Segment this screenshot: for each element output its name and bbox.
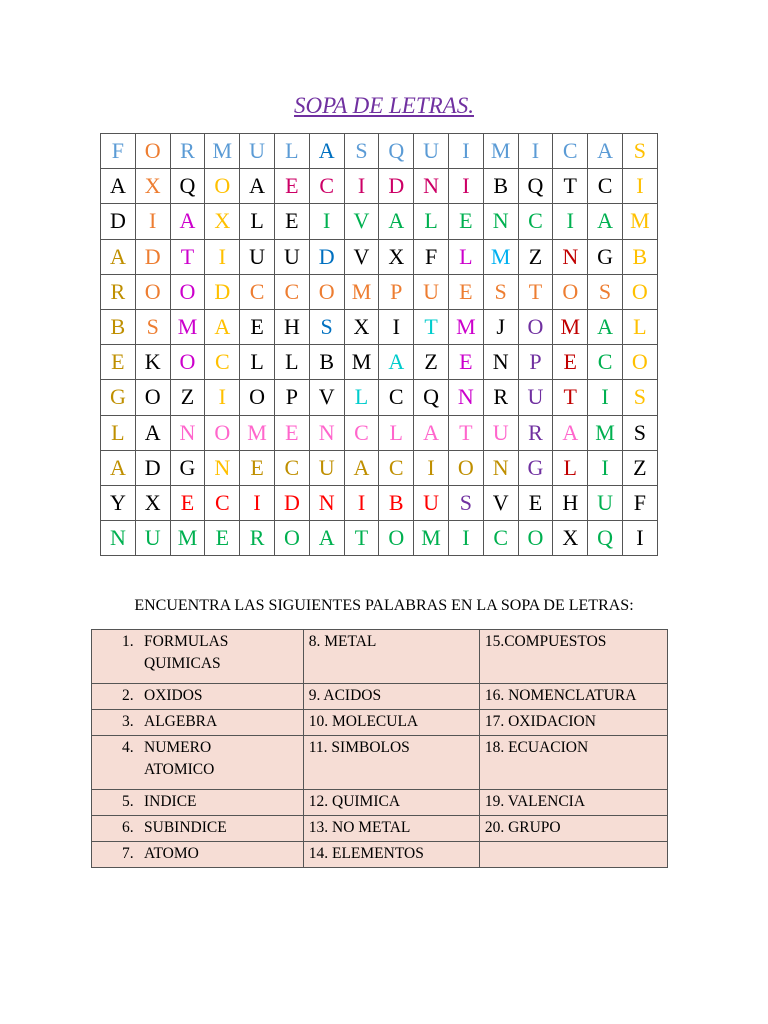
grid-cell: I [344, 169, 379, 204]
grid-cell: Z [414, 345, 449, 380]
grid-cell: L [274, 134, 309, 169]
grid-cell: N [448, 380, 483, 415]
grid-cell: I [448, 521, 483, 556]
grid-cell: A [379, 345, 414, 380]
grid-cell: U [135, 521, 170, 556]
grid-cell: G [588, 239, 623, 274]
grid-cell: C [588, 345, 623, 380]
grid-cell: O [553, 274, 588, 309]
grid-cell: L [344, 380, 379, 415]
grid-cell: F [101, 134, 136, 169]
word-list-row [92, 842, 668, 868]
grid-cell: E [274, 169, 309, 204]
grid-cell: L [448, 239, 483, 274]
word-number: 6. [122, 819, 134, 836]
grid-cell: M [170, 309, 205, 344]
grid-row [101, 450, 658, 485]
grid-cell: S [135, 309, 170, 344]
word-list-row [92, 816, 668, 842]
grid-cell: E [448, 204, 483, 239]
word-list-row [92, 710, 668, 736]
grid-cell: L [553, 450, 588, 485]
grid-cell: O [170, 345, 205, 380]
grid-cell: C [344, 415, 379, 450]
grid-cell: E [240, 450, 275, 485]
grid-row [101, 521, 658, 556]
grid-cell: Q [518, 169, 553, 204]
grid-cell: B [622, 239, 657, 274]
grid-row [101, 204, 658, 239]
grid-cell: D [135, 239, 170, 274]
grid-cell: A [309, 521, 344, 556]
grid-cell: D [135, 450, 170, 485]
grid-cell: U [588, 485, 623, 520]
grid-cell: A [414, 415, 449, 450]
grid-cell: S [483, 274, 518, 309]
grid-cell: M [240, 415, 275, 450]
grid-cell: I [344, 485, 379, 520]
word-list-cell [92, 790, 304, 816]
grid-cell: T [518, 274, 553, 309]
grid-cell: S [588, 274, 623, 309]
grid-row [101, 169, 658, 204]
grid-cell: C [483, 521, 518, 556]
grid-row [101, 345, 658, 380]
grid-cell: I [240, 485, 275, 520]
grid-cell: A [309, 134, 344, 169]
grid-cell: N [483, 450, 518, 485]
grid-row [101, 309, 658, 344]
grid-cell: T [553, 169, 588, 204]
grid-cell: S [309, 309, 344, 344]
grid-cell: O [518, 521, 553, 556]
word-text: OXIDOS [144, 687, 203, 704]
grid-cell: O [135, 380, 170, 415]
grid-cell: D [205, 274, 240, 309]
grid-cell: S [622, 415, 657, 450]
grid-cell: L [274, 345, 309, 380]
grid-cell: V [483, 485, 518, 520]
grid-row [101, 380, 658, 415]
grid-cell: I [553, 204, 588, 239]
word-list-row [92, 790, 668, 816]
grid-cell: A [101, 450, 136, 485]
grid-cell: V [344, 204, 379, 239]
grid-cell: Q [379, 134, 414, 169]
grid-cell: M [414, 521, 449, 556]
grid-cell: A [101, 169, 136, 204]
grid-cell: J [483, 309, 518, 344]
grid-cell: I [309, 204, 344, 239]
grid-cell: O [135, 274, 170, 309]
grid-cell: E [101, 345, 136, 380]
page-title: SOPA DE LETRAS. [294, 93, 474, 118]
grid-cell: H [274, 309, 309, 344]
grid-row [101, 239, 658, 274]
grid-cell: V [344, 239, 379, 274]
grid-cell: O [205, 415, 240, 450]
grid-cell: U [483, 415, 518, 450]
grid-cell: Q [414, 380, 449, 415]
grid-cell: M [588, 415, 623, 450]
grid-cell: C [518, 204, 553, 239]
grid-cell: X [553, 521, 588, 556]
grid-cell: N [483, 204, 518, 239]
word-list-cell: 13. NO METAL [303, 816, 479, 842]
grid-cell: U [518, 380, 553, 415]
grid-cell: M [483, 239, 518, 274]
grid-cell: U [414, 485, 449, 520]
word-number: 1. [122, 633, 134, 650]
grid-cell: D [379, 169, 414, 204]
grid-cell: E [274, 204, 309, 239]
grid-cell: H [553, 485, 588, 520]
grid-cell: A [170, 204, 205, 239]
grid-cell: M [553, 309, 588, 344]
grid-cell: N [483, 345, 518, 380]
grid-cell: T [414, 309, 449, 344]
grid-cell: I [205, 380, 240, 415]
grid-cell: M [170, 521, 205, 556]
grid-cell: A [135, 415, 170, 450]
grid-cell: O [622, 274, 657, 309]
grid-cell: N [309, 415, 344, 450]
grid-row [101, 415, 658, 450]
word-list-cell [92, 684, 304, 710]
grid-row [101, 485, 658, 520]
grid-cell: C [274, 450, 309, 485]
grid-cell: Z [170, 380, 205, 415]
grid-cell: C [588, 169, 623, 204]
word-list-cell [92, 710, 304, 736]
word-list-cell [92, 842, 304, 868]
grid-cell: L [240, 345, 275, 380]
grid-cell: I [135, 204, 170, 239]
grid-cell: C [379, 380, 414, 415]
grid-cell: S [622, 380, 657, 415]
word-list-cell [92, 736, 304, 790]
grid-cell: E [553, 345, 588, 380]
word-list-cell: 15.COMPUESTOS [479, 630, 667, 684]
word-list-row [92, 630, 668, 684]
grid-cell: D [101, 204, 136, 239]
grid-cell: R [101, 274, 136, 309]
grid-cell: S [448, 485, 483, 520]
grid-cell: O [274, 521, 309, 556]
word-text: QUIMICAS [144, 655, 221, 672]
grid-cell: P [379, 274, 414, 309]
grid-cell: M [622, 204, 657, 239]
word-list-cell: 11. SIMBOLOS [303, 736, 479, 790]
grid-cell: X [205, 204, 240, 239]
grid-cell: E [170, 485, 205, 520]
grid-cell: A [101, 239, 136, 274]
grid-cell: X [379, 239, 414, 274]
grid-cell: Q [170, 169, 205, 204]
grid-cell: M [344, 274, 379, 309]
word-number: 4. [122, 739, 134, 756]
grid-cell: O [518, 309, 553, 344]
grid-cell: M [205, 134, 240, 169]
grid-cell: F [414, 239, 449, 274]
word-list-cell: 19. VALENCIA [479, 790, 667, 816]
grid-cell: O [135, 134, 170, 169]
word-list-cell [92, 630, 304, 684]
word-search-grid [100, 133, 658, 556]
word-number: 7. [122, 845, 134, 862]
grid-cell: B [309, 345, 344, 380]
grid-cell: G [170, 450, 205, 485]
grid-cell: L [622, 309, 657, 344]
grid-cell: O [205, 169, 240, 204]
word-number: 2. [122, 687, 134, 704]
grid-cell: I [588, 450, 623, 485]
grid-cell: U [309, 450, 344, 485]
grid-cell: Z [622, 450, 657, 485]
grid-cell: M [344, 345, 379, 380]
grid-cell: L [101, 415, 136, 450]
grid-cell: U [414, 134, 449, 169]
grid-cell: C [379, 450, 414, 485]
grid-cell: A [205, 309, 240, 344]
grid-cell: I [414, 450, 449, 485]
grid-cell: E [274, 415, 309, 450]
word-text: ATOMO [144, 845, 199, 862]
grid-cell: R [170, 134, 205, 169]
grid-cell: I [588, 380, 623, 415]
grid-cell: X [135, 169, 170, 204]
grid-cell: C [240, 274, 275, 309]
grid-cell: E [205, 521, 240, 556]
word-text: INDICE [144, 793, 197, 810]
grid-cell: R [518, 415, 553, 450]
grid-cell: X [344, 309, 379, 344]
word-list-cell [479, 842, 667, 868]
grid-cell: K [135, 345, 170, 380]
grid-cell: N [414, 169, 449, 204]
grid-cell: N [205, 450, 240, 485]
grid-cell: E [240, 309, 275, 344]
instructions: ENCUENTRA LAS SIGUIENTES PALABRAS EN LA SOPA DE LETRAS: [134, 597, 634, 614]
grid-cell: T [448, 415, 483, 450]
grid-cell: O [622, 345, 657, 380]
grid-cell: A [588, 309, 623, 344]
grid-cell: A [588, 134, 623, 169]
grid-cell: Z [518, 239, 553, 274]
grid-cell: I [205, 239, 240, 274]
grid-cell: I [622, 169, 657, 204]
word-list-cell: 12. QUIMICA [303, 790, 479, 816]
grid-cell: N [553, 239, 588, 274]
grid-cell: A [379, 204, 414, 239]
word-list-cell: 16. NOMENCLATURA [479, 684, 667, 710]
grid-cell: D [309, 239, 344, 274]
grid-cell: I [622, 521, 657, 556]
grid-cell: A [240, 169, 275, 204]
word-list-cell: 20. GRUPO [479, 816, 667, 842]
grid-cell: S [344, 134, 379, 169]
grid-cell: L [379, 415, 414, 450]
grid-cell: B [379, 485, 414, 520]
grid-cell: A [344, 450, 379, 485]
grid-cell: I [518, 134, 553, 169]
grid-cell: R [483, 380, 518, 415]
grid-row [101, 134, 658, 169]
grid-cell: O [240, 380, 275, 415]
grid-cell: R [240, 521, 275, 556]
grid-cell: M [448, 309, 483, 344]
grid-cell: I [379, 309, 414, 344]
word-text: ALGEBRA [144, 713, 218, 730]
grid-cell: G [518, 450, 553, 485]
grid-cell: B [101, 309, 136, 344]
word-number: 3. [122, 713, 134, 730]
word-text: ATOMICO [144, 761, 215, 778]
grid-cell: C [553, 134, 588, 169]
grid-cell: C [205, 345, 240, 380]
grid-cell: T [553, 380, 588, 415]
grid-cell: O [170, 274, 205, 309]
grid-cell: L [240, 204, 275, 239]
grid-cell: A [588, 204, 623, 239]
grid-cell: N [101, 521, 136, 556]
grid-cell: U [414, 274, 449, 309]
word-list-cell: 14. ELEMENTOS [303, 842, 479, 868]
grid-cell: O [379, 521, 414, 556]
word-text: FORMULAS [144, 633, 229, 650]
grid-cell: O [309, 274, 344, 309]
word-list-cell: 10. MOLECULA [303, 710, 479, 736]
grid-cell: O [448, 450, 483, 485]
grid-cell: N [170, 415, 205, 450]
grid-cell: C [309, 169, 344, 204]
grid-cell: G [101, 380, 136, 415]
word-list-row [92, 684, 668, 710]
word-list-cell: 9. ACIDOS [303, 684, 479, 710]
grid-cell: D [274, 485, 309, 520]
grid-cell: P [274, 380, 309, 415]
word-list-cell: 17. OXIDACION [479, 710, 667, 736]
grid-cell: T [344, 521, 379, 556]
grid-cell: E [518, 485, 553, 520]
grid-cell: Y [101, 485, 136, 520]
word-text: NUMERO [144, 739, 212, 756]
grid-cell: M [483, 134, 518, 169]
grid-cell: C [205, 485, 240, 520]
grid-cell: Q [588, 521, 623, 556]
word-text: SUBINDICE [144, 819, 227, 836]
grid-cell: P [518, 345, 553, 380]
word-list-cell: 18. ECUACION [479, 736, 667, 790]
grid-cell: U [274, 239, 309, 274]
word-list-table [91, 629, 668, 868]
grid-cell: L [414, 204, 449, 239]
grid-cell: N [309, 485, 344, 520]
grid-row [101, 274, 658, 309]
grid-cell: F [622, 485, 657, 520]
word-list-cell [92, 816, 304, 842]
grid-cell: U [240, 239, 275, 274]
grid-cell: U [240, 134, 275, 169]
grid-cell: I [448, 134, 483, 169]
word-number: 5. [122, 793, 134, 810]
grid-cell: C [274, 274, 309, 309]
grid-cell: S [622, 134, 657, 169]
grid-cell: I [448, 169, 483, 204]
grid-cell: E [448, 274, 483, 309]
grid-cell: V [309, 380, 344, 415]
grid-cell: X [135, 485, 170, 520]
grid-cell: A [553, 415, 588, 450]
grid-cell: T [170, 239, 205, 274]
word-list-cell: 8. METAL [303, 630, 479, 684]
grid-cell: B [483, 169, 518, 204]
word-list-row [92, 736, 668, 790]
grid-cell: E [448, 345, 483, 380]
